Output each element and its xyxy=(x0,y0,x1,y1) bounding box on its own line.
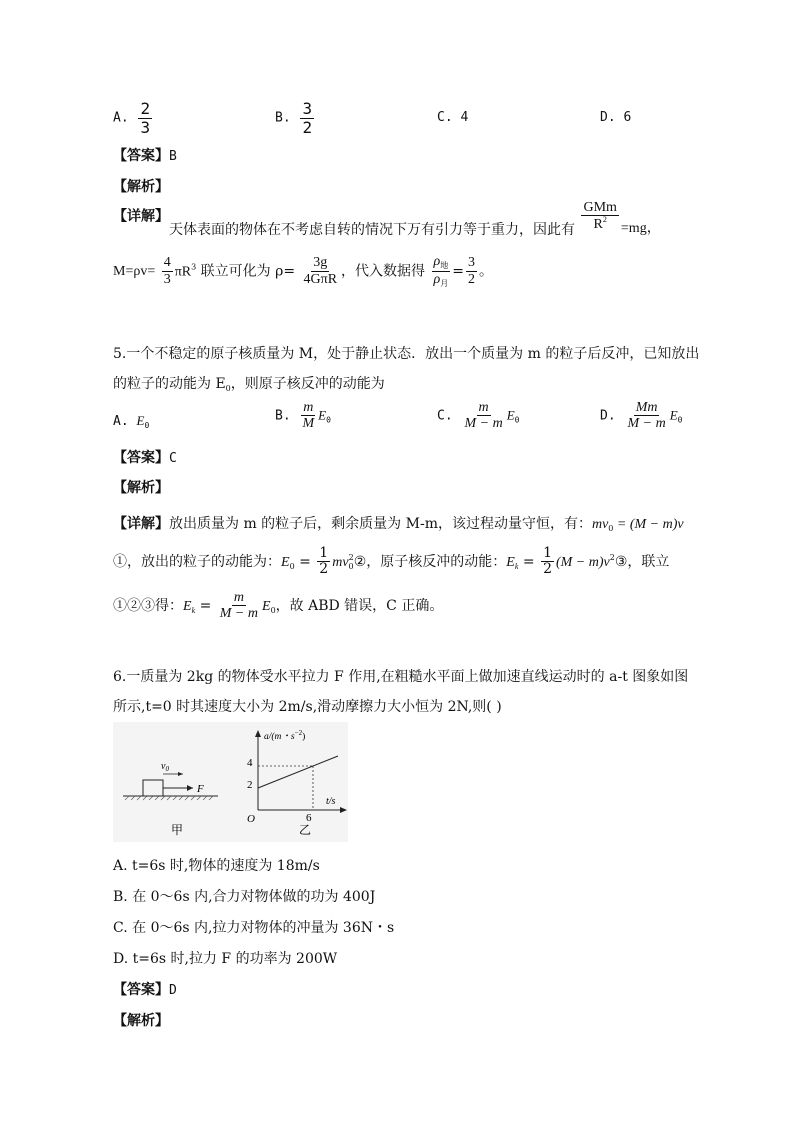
q6-stem-line1: 6.一质量为 2kg 的物体受水平拉力 F 作用,在粗糙水平面上做加速直线运动时的 a-t 图象如图 xyxy=(113,669,689,685)
q4-option-a: A. $\frac{2}{3}$ xyxy=(113,99,151,137)
q5-option-b: B. $\frac{m}{M}$ $E_0$ xyxy=(275,400,331,432)
q5-option-a: A. $E_0$ xyxy=(113,413,150,430)
y-axis-label: a/(m・$s^{-2}$) xyxy=(264,729,306,742)
jia-label: 甲 xyxy=(171,823,184,837)
q5-detail-line3: ①②③得：$E_k$ = $\frac{m}{M - m}$ $E_0$，故 ABD 错误，C 正确。 xyxy=(113,590,444,622)
x-tick-6: 6 xyxy=(306,812,312,824)
yi-label: 乙 xyxy=(299,823,312,837)
q6-option-a: A. t=6s 时,物体的速度为 18m/s xyxy=(113,858,320,874)
x-axis-label: t/s xyxy=(326,796,336,807)
q4-analysis-heading: 【解析】 xyxy=(113,179,169,195)
q5-detail-line2: ①，放出的粒子的动能为：$E_0$ = $\frac{1}{2}$ $mv_0^2②$，原子核反冲的动能：$E_k$ = $\frac{1}{2}$ $(M - m)v^2③$，联立 xyxy=(113,545,670,578)
q5-detail-line1: 【详解】放出质量为 m 的粒子后，剩余质量为 M-m，该过程动量守恒，有：$mv_0 = (M - m)v$ xyxy=(113,516,684,533)
q5-option-c: C. $\frac{m}{M - m}$ $E_0$ xyxy=(437,400,520,432)
force-label: F xyxy=(197,783,204,795)
q6-answer: 【答案】D xyxy=(113,982,177,998)
q5-stem-line1: 5.一个不稳定的原子核质量为 M，处于静止状态．放出一个质量为 m 的粒子后反冲，已知放出 xyxy=(113,346,700,362)
q5-stem-line2: 的粒子的动能为 $E_0$，则原子核反冲的动能为 xyxy=(113,376,385,393)
q5-option-d: D. $\frac{Mm}{M - m}$ $E_0$ xyxy=(600,400,683,432)
v0-label: $v_0$ xyxy=(161,761,169,773)
q4-detail-line2: M=ρv= $\frac{4}{3}$ $\pi R^3$ 联立可化为 ρ= $\frac{3g}{\text{4GπR}}$ ，代入数据得 $\frac{\rho_地}{\rho_月}$ = $\frac{3}{2}$ 。 xyxy=(113,254,493,288)
q6-option-d: D. t=6s 时,拉力 F 的功率为 200W xyxy=(113,951,338,967)
q5-analysis-heading: 【解析】 xyxy=(113,480,169,496)
q4-detail-line1: 【详解】天体表面的物体在不考虑自转的情况下万有引力等于重力，因此有 $\frac{\text{GMm}}{R^2}$ =mg， xyxy=(113,200,661,239)
q6-analysis-heading: 【解析】 xyxy=(113,1013,169,1029)
q6-option-c: C. 在 0～6s 内,拉力对物体的冲量为 36N・s xyxy=(113,920,395,936)
q4-option-c: C. 4 xyxy=(437,110,469,125)
origin-label: O xyxy=(247,813,255,825)
q4-option-d: D. 6 xyxy=(600,110,632,125)
q4-option-b: B. $\frac{3}{2}$ xyxy=(275,99,313,137)
q6-figure xyxy=(113,722,348,842)
y-tick-4: 4 xyxy=(247,757,253,769)
q6-option-b: B. 在 0～6s 内,合力对物体做的功为 400J xyxy=(113,889,376,905)
q4-answer: 【答案】B xyxy=(113,148,177,164)
y-tick-2: 2 xyxy=(247,779,253,791)
q5-answer: 【答案】C xyxy=(113,450,177,466)
q6-stem-line2: 所示,t=0 时其速度大小为 2m/s,滑动摩擦力大小恒为 2N,则( ) xyxy=(113,699,502,715)
